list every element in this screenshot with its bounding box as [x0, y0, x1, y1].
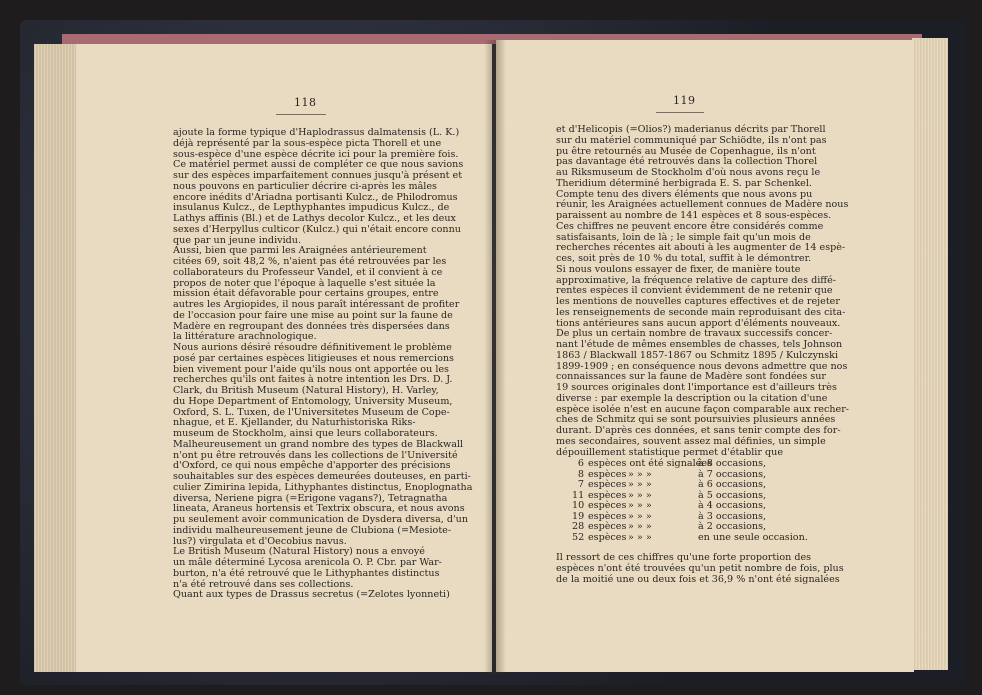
text-line: ches de Schmitz qui se sont poursuivies plusieurs années — [556, 414, 836, 426]
text-line: d'Oxford, ce qui nous empêche d'apporter des précisions — [173, 460, 451, 472]
page-number: 118 — [294, 96, 317, 109]
text-line: lus?) virgulata et d'Oecobius navus. — [173, 535, 347, 547]
text-line: Si nous voulons essayer de fixer, de manière toute — [556, 263, 801, 275]
text-line: réunir, les Araignées actuellement connues de Madère nous — [556, 199, 849, 211]
label-cell: espèces — [588, 489, 627, 501]
text-line: De plus un certain nombre de travaux successifs concer- — [556, 328, 833, 340]
text-line: Lathys affinis (Bl.) et de Lathys decolor Kulcz., et les deux — [173, 213, 456, 224]
right-page — [496, 40, 914, 672]
text-line: encore inédits d'Ariadna portisanti Kulcz., de Philodromus — [173, 191, 458, 203]
label-cell: espèces — [588, 468, 627, 480]
occasions-cell: à 4 occasions, — [698, 500, 767, 511]
text-line: et d'Helicopis (=Olios?) maderianus décrits par Thorell — [556, 124, 826, 135]
text-line: burton, n'a été retrouvé que le Lithyphantes distinctus — [173, 567, 440, 579]
count-cell: 6 — [577, 458, 584, 469]
ditto-cell: » » » — [628, 489, 652, 501]
text-line: posé par certaines espèces litigieuses et nous remercions — [173, 352, 454, 364]
label-cell: espèces — [588, 500, 627, 511]
text-line: Clark, du British Museum (Natural History), H. Varley, — [173, 385, 439, 396]
occasions-cell: à 7 occasions, — [698, 468, 767, 480]
left-page — [76, 44, 492, 672]
text-line: la littérature arachnologique. — [173, 331, 317, 343]
text-line: Compte tenu des divers éléments que nous avons pu — [556, 188, 813, 200]
text-line: Nous aurions désiré résoudre définitivement le problème — [173, 342, 452, 353]
text-line: ajoute la forme typique d'Haplodrassus dalmatensis (L. K.) — [173, 127, 460, 138]
text-line: que par un jeune individu. — [173, 234, 302, 246]
ditto-cell: » » » — [628, 521, 652, 532]
table-row — [572, 522, 832, 533]
ditto-cell: » » » — [628, 531, 652, 543]
text-line: les renseignements de seconde main reproduisant des cita- — [556, 306, 846, 318]
label-cell: espèces — [588, 521, 627, 532]
ditto-cell: » » » — [628, 468, 652, 480]
text-line: de la moitié une ou deux fois et 36,9 % n'ont été signalées — [556, 573, 840, 585]
text-line: collaborateurs du Professeur Vandel, et il convient à ce — [173, 266, 443, 278]
table-row — [572, 480, 832, 491]
text-line: pu être retournés au Musée de Copenhague, ils n'ont — [556, 145, 816, 157]
text-line: bien vivement pour l'aide qu'ils nous ont apportée ou les — [173, 363, 449, 375]
text-line: connaissances sur la faune de Madère sont fondées sur — [556, 371, 826, 383]
count-cell: 8 — [577, 468, 584, 480]
text-line: n'ont pu être retrouvés dans les collections de l'Université — [173, 449, 458, 461]
text-line: autres les Argiopides, il nous paraît intéressant de profiter — [173, 299, 460, 310]
ditto-cell: » » » — [628, 500, 652, 511]
header-rule — [276, 114, 326, 115]
left-page-text — [173, 128, 478, 601]
text-line: culier Zimirina lepida, Lithyphantes distinctus, Enoplognatha — [173, 481, 473, 493]
text-line: Ces chiffres ne peuvent encore être considérés comme — [556, 220, 824, 232]
text-line: Theridium déterminé herbigrada E. S. par Schenkel. — [556, 177, 812, 189]
text-line: Aussi, bien que parmi les Araignées antérieurement — [173, 245, 427, 257]
count-cell: 19 — [572, 510, 585, 522]
text-line: ces, soit près de 10 % du total, suffit à le démontrer. — [556, 253, 812, 264]
label-cell: espèces — [588, 479, 627, 490]
occasions-cell: à 8 occasions, — [698, 458, 767, 469]
page-number: 119 — [673, 94, 696, 107]
count-cell: 11 — [572, 489, 585, 501]
label-cell: espèces ont été signalées — [588, 458, 712, 469]
occasions-cell: à 5 occasions, — [698, 489, 767, 501]
text-line: 1863 / Blackwall 1857-1867 ou Schmitz 1895 / Kulczynski — [556, 349, 839, 361]
label-cell: espèces — [588, 531, 627, 543]
text-line: souhaitables sur des espèces demeurées douteuses, en parti- — [173, 471, 471, 482]
text-line: propos de noter que l'époque à laquelle s'est située la — [173, 277, 436, 289]
text-line: Madère en regroupant des données très dispersées dans — [173, 320, 450, 332]
text-line: lineata, Araneus hortensis et Textrix obscura, et nous avons — [173, 503, 465, 515]
table-row — [572, 533, 832, 544]
count-cell: 10 — [572, 500, 585, 511]
occasions-cell: à 6 occasions, — [698, 479, 767, 490]
text-line: déjà représenté par la sous-espèce picta Thorell et une — [173, 137, 442, 149]
page-edges-right — [912, 38, 948, 670]
text-line: les mentions de nouvelles captures effectives et de rejeter — [556, 296, 840, 307]
text-line: Ce matériel permet aussi de compléter ce que nous savions — [173, 159, 464, 171]
table-row — [572, 501, 832, 512]
text-line: sur des espèces imparfaitement connues jusqu'à présent et — [173, 170, 463, 181]
text-line: nous pouvons en particulier décrire ci-après les mâles — [173, 180, 437, 192]
text-line: tions antérieures sans aucun apport d'éléments nouveaux. — [556, 317, 841, 329]
header-rule — [656, 112, 704, 113]
text-line: dépouillement statistique permet d'établir que — [556, 446, 783, 458]
text-line: approximative, la fréquence relative de capture des diffé- — [556, 274, 837, 286]
text-line: durant. D'après ces données, et sans tenir compte des for- — [556, 425, 841, 436]
count-cell: 52 — [572, 531, 585, 543]
text-line: Il ressort de ces chiffres qu'une forte proportion des — [556, 552, 812, 563]
text-line: sexes d'Herpyllus culticor (Kulcz.) qui n'était encore connu — [173, 223, 461, 235]
book-gutter — [484, 40, 506, 674]
text-line: rentes espèces il convient évidemment de ne retenir que — [556, 285, 833, 297]
occasions-cell: à 2 occasions, — [698, 521, 767, 532]
text-line: nhague, et E. Kjellander, du Naturhistoriska Riks- — [173, 417, 416, 429]
text-line: nant l'étude de mêmes ensembles de chasses, tels Johnson — [556, 339, 843, 350]
text-line: sur du matériel communiqué par Schiödte, ils n'ont pas — [556, 134, 827, 146]
text-line: sous-espèce d'une espèce décrite ici pour la première fois. — [173, 148, 459, 160]
text-line: 19 sources originales dont l'importance est d'ailleurs très — [556, 382, 837, 393]
occasions-cell: à 3 occasions, — [698, 510, 767, 522]
occurrence-table — [572, 459, 832, 543]
page-edges-left — [34, 44, 76, 672]
text-line: mission était défavorable pour certains groupes, entre — [173, 288, 439, 300]
text-line: diverse : par exemple la description ou la citation d'une — [556, 392, 828, 404]
text-line: diversa, Neriene pigra (=Erigone vagans?), Tetragnatha — [173, 492, 448, 504]
table-row — [572, 459, 832, 470]
text-line: 1899-1909 ; en conséquence nous devons admettre que nos — [556, 360, 848, 372]
text-line: recherches qu'ils ont faites à notre intention les Drs. D. J. — [173, 374, 453, 386]
text-line: espèces n'ont été trouvées qu'un petit nombre de fois, plus — [556, 562, 844, 574]
text-line: museum de Stockholm, ainsi que leurs collaborateurs. — [173, 428, 438, 439]
ditto-cell: » » » — [628, 479, 652, 490]
count-cell: 7 — [577, 479, 584, 490]
right-page-text — [556, 125, 856, 458]
text-line: Malheureusement un grand nombre des types de Blackwall — [173, 438, 464, 450]
text-line: n'a été retrouvé dans ses collections. — [173, 578, 354, 590]
label-cell: espèces — [588, 510, 627, 522]
text-line: un mâle déterminé Lycosa arenicola O. P. Cbr. par War- — [173, 557, 442, 568]
text-line: Oxford, S. L. Tuxen, de l'Universitetes Museum de Cope- — [173, 406, 450, 418]
text-line: paraissent au nombre de 141 espèces et 8 sous-espèces. — [556, 210, 832, 221]
text-line: mes secondaires, souvent assez mal définies, un simple — [556, 435, 826, 447]
text-line: Le British Museum (Natural History) nous a envoyé — [173, 546, 425, 558]
text-line: pas davantage été retrouvés dans la collection Thorel — [556, 156, 818, 168]
text-line: au Riksmuseum de Stockholm d'où nous avons reçu le — [556, 167, 821, 178]
count-cell: 28 — [572, 521, 585, 532]
occasions-cell: en une seule occasion. — [698, 531, 808, 543]
text-line: insulanus Kulcz., de Lepthyphantes impudicus Kulcz., de — [173, 202, 450, 214]
text-line: citées 69, soit 48,2 %, n'aient pas été retrouvées par les — [173, 256, 447, 267]
text-line: pu seulement avoir communication de Dysdera diversa, d'un — [173, 514, 469, 525]
text-line: espèce isolée n'est en aucune façon comparable aux recher- — [556, 403, 850, 415]
text-line: satisfaisants, loin de là ; le simple fait qu'un mois de — [556, 231, 811, 243]
right-page-text-bottom — [556, 553, 856, 585]
text-line: Quant aux types de Drassus secretus (=Zelotes lyonneti) — [173, 589, 450, 601]
text-line: de l'occasion pour faire une mise au point sur la faune de — [173, 309, 453, 321]
text-line: individu malheureusement jeune de Clubiona (=Mesiote- — [173, 524, 452, 536]
text-line: recherches récentes ait abouti à les augmenter de 14 espè- — [556, 242, 846, 254]
text-line: du Hope Department of Entomology, University Museum, — [173, 395, 453, 407]
ditto-cell: » » » — [628, 510, 652, 522]
